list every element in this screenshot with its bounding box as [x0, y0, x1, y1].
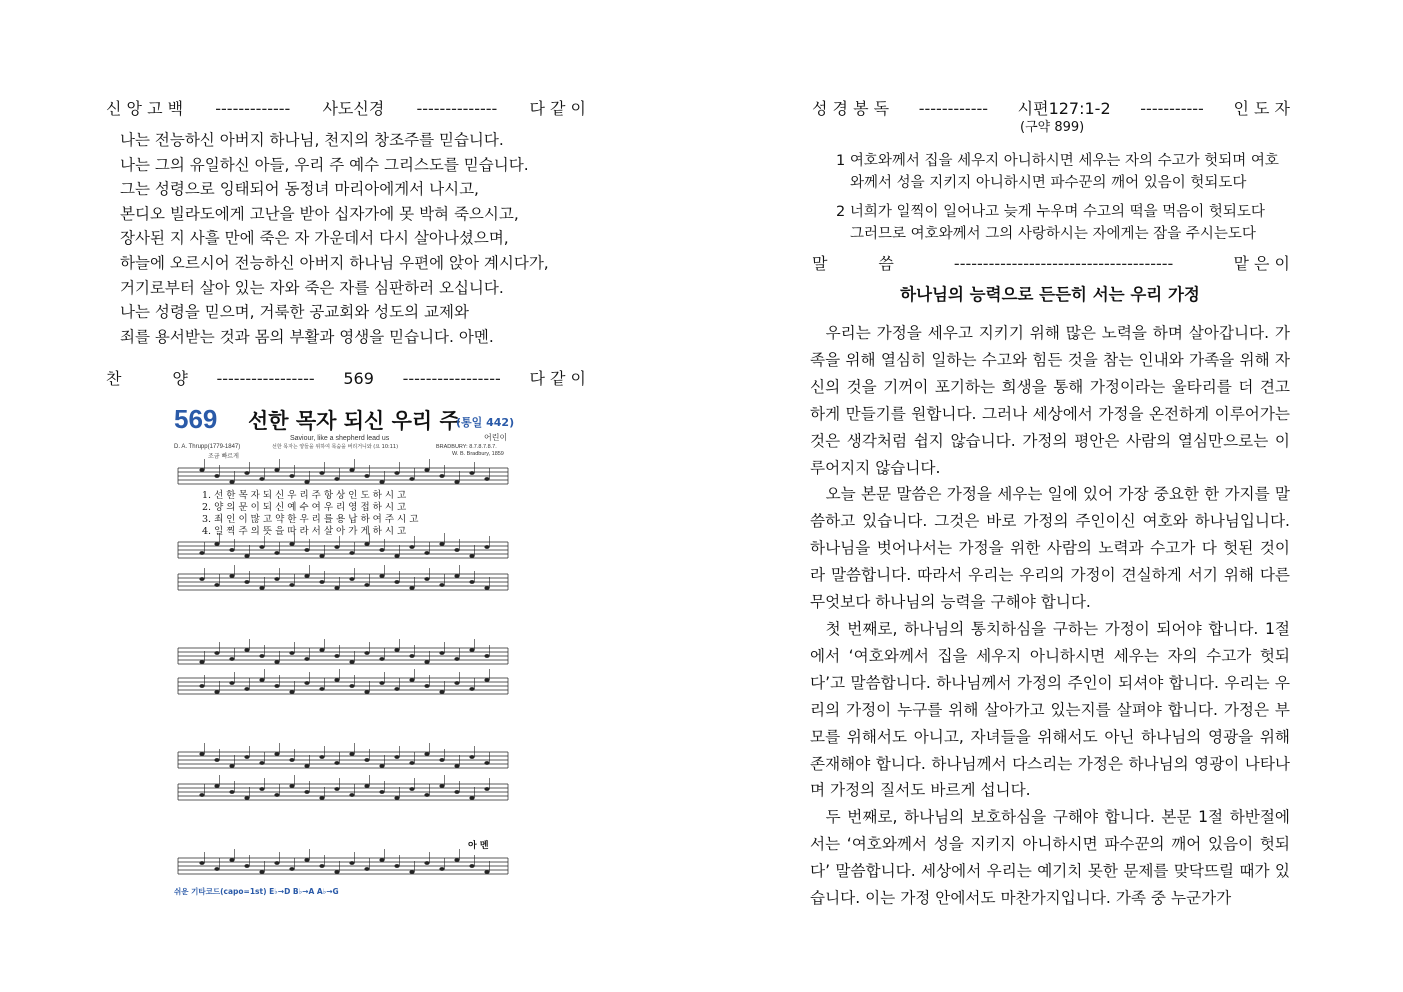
- note-head: [199, 468, 204, 472]
- creed-line: 나는 전능하신 아버지 하나님, 천지의 창조주를 믿습니다.: [120, 131, 504, 149]
- hymn-sheet-music: [172, 402, 514, 902]
- note-head: [349, 861, 354, 865]
- note-head: [424, 684, 429, 688]
- verse-text-continued: 와께서 성을 지키지 아니하시면 파수꾼의 깨어 있음이 헛되도다: [850, 175, 1247, 191]
- creed-leader: 다 같 이: [529, 99, 586, 118]
- note-head: [379, 480, 384, 484]
- note-head: [379, 790, 384, 794]
- note-head: [349, 551, 354, 555]
- note-head: [214, 867, 219, 871]
- hymn-lyric-line: 2. 양 의 문 이 되 신 예 수 여 우 리 영 접 하 시 고: [202, 502, 407, 513]
- note-head: [379, 858, 384, 862]
- hymn-sheet-title: 선한 목자 되신 우리 주: [248, 409, 460, 433]
- note-head: [454, 574, 459, 578]
- hymn-author: D. A. Thrupp(1779-1847): [174, 444, 241, 450]
- note-head: [469, 755, 474, 759]
- note-head: [304, 548, 309, 552]
- note-head: [424, 468, 429, 472]
- note-head: [229, 681, 234, 685]
- creed-header: [106, 96, 586, 119]
- sermon-paragraph: 첫 번째로, 하나님의 통치하심을 구하는 가정이 되어야 합니다. 1절에서 ‘여호와께서 집을 세우지 아니하시면 세우는 자의 수고가 헛되다’고 말씀합니다. 하나님께서 가정의 주인이 되셔야 합니다. 우리는 우리의 가정이 누구를 위해 살아가고 있는지를 살펴야 합니다. 가정은 부모를 위해서도 아니고, 자녀들을 위해서도 아닌 하나님의 영광을 위해 존재해야 합니다. 하나님께서 다스리는 가정은 하나님의 영광이 나타나며 가정의 질서도 바르게 섭니다.: [810, 619, 1290, 800]
- note-head: [304, 790, 309, 794]
- note-head: [379, 681, 384, 685]
- note-head: [214, 758, 219, 762]
- note-head: [259, 787, 264, 791]
- sermon-paragraph: 오늘 본문 말씀은 가정을 세우는 일에 있어 가장 중요한 한 가지를 말씀하고 있습니다. 그것은 바로 가정의 주인이신 여호와 하나님입니다. 하나님을 벗어나서는 가정을 위한 사람의 노력과 수고가 다 헛된 것이라 말씀합니다. 따라서 우리는 우리의 가정이 견실하게 서기 위해 다른 무엇보다 하나님의 능력을 구해야 합니다.: [810, 485, 1290, 612]
- note-head: [274, 684, 279, 688]
- sermon-body: [810, 320, 1290, 912]
- creed-title: 사도신경: [322, 99, 385, 118]
- note-head: [334, 870, 339, 874]
- hymn-dash-left: -----------------: [216, 369, 315, 388]
- verse-text-continued: 그러므로 여호와께서 그의 사랑하시는 자에게는 잠을 주시는도다: [850, 226, 1256, 242]
- note-head: [379, 548, 384, 552]
- note-head: [304, 480, 309, 484]
- note-head: [469, 864, 474, 868]
- hymn-sheet-number: 569: [174, 404, 218, 434]
- note-head: [394, 864, 399, 868]
- note-head: [244, 554, 249, 558]
- note-head: [304, 574, 309, 578]
- note-head: [394, 580, 399, 584]
- note-head: [424, 551, 429, 555]
- sermon-dash: --------------------------------------: [953, 254, 1174, 273]
- note-head: [214, 784, 219, 788]
- note-head: [364, 583, 369, 587]
- note-head: [394, 554, 399, 558]
- note-head: [379, 574, 384, 578]
- note-head: [484, 787, 489, 791]
- note-head: [244, 864, 249, 868]
- note-head: [409, 477, 414, 481]
- hymn-label: 찬 양: [106, 369, 188, 388]
- note-head: [199, 660, 204, 664]
- hymn-english-title: Saviour, like a shepherd lead us: [290, 435, 390, 442]
- note-head: [439, 651, 444, 655]
- note-head: [274, 752, 279, 756]
- note-head: [244, 796, 249, 800]
- note-head: [454, 681, 459, 685]
- note-head: [484, 545, 489, 549]
- note-head: [454, 858, 459, 862]
- note-head: [424, 660, 429, 664]
- note-head: [349, 468, 354, 472]
- reading-dash-right: -----------: [1140, 99, 1204, 118]
- note-head: [244, 648, 249, 652]
- note-head: [469, 687, 474, 691]
- note-head: [319, 554, 324, 558]
- creed-line: 나는 성령을 믿으며, 거룩한 공교회와 성도의 교제와: [120, 303, 469, 322]
- hymn-number-title: 569: [343, 369, 374, 388]
- hymn-tongil: (통일 442): [456, 416, 514, 429]
- note-head: [289, 867, 294, 871]
- note-head: [259, 678, 264, 682]
- note-head: [454, 790, 459, 794]
- note-head: [274, 551, 279, 555]
- note-head: [349, 752, 354, 756]
- reading-reference: 시편127:1-2: [1017, 99, 1111, 118]
- note-head: [439, 583, 444, 587]
- hymn-guitar-chords: 쉬운 기타코드(capo=1st) E♭→D B♭→A A♭→G: [174, 887, 339, 896]
- note-head: [424, 861, 429, 865]
- note-head: [349, 577, 354, 581]
- note-head: [229, 574, 234, 578]
- note-head: [259, 545, 264, 549]
- creed-line: 나는 그의 유일하신 아들, 우리 주 예수 그리스도를 믿습니다.: [120, 155, 529, 174]
- note-head: [289, 690, 294, 694]
- note-head: [394, 796, 399, 800]
- note-head: [364, 474, 369, 478]
- verse-text: 여호와께서 집을 세우지 아니하시면 세우는 자의 수고가 헛되며 여호: [849, 153, 1279, 169]
- note-head: [334, 787, 339, 791]
- note-head: [274, 861, 279, 865]
- note-head: [229, 548, 234, 552]
- note-head: [364, 784, 369, 788]
- note-head: [289, 758, 294, 762]
- note-head: [484, 477, 489, 481]
- hymn-lyric-line: 1. 선 한 목 자 되 신 우 리 주 항 상 인 도 하 시 고: [202, 490, 407, 501]
- note-head: [289, 651, 294, 655]
- verse-1: [836, 150, 1279, 194]
- creed-dash-left: -------------: [215, 99, 291, 118]
- note-head: [439, 867, 444, 871]
- note-head: [394, 471, 399, 475]
- note-head: [274, 793, 279, 797]
- note-head: [319, 580, 324, 584]
- note-head: [409, 870, 414, 874]
- creed-line: 죄를 용서받는 것과 몸의 부활과 영생을 믿습니다. 아멘.: [120, 327, 494, 346]
- note-head: [334, 654, 339, 658]
- note-head: [409, 654, 414, 658]
- note-head: [379, 764, 384, 768]
- note-head: [484, 761, 489, 765]
- note-head: [394, 687, 399, 691]
- note-head: [214, 583, 219, 587]
- note-head: [424, 752, 429, 756]
- note-head: [484, 870, 489, 874]
- sheet-music-image: [172, 402, 514, 902]
- note-head: [289, 583, 294, 587]
- note-head: [409, 761, 414, 765]
- creed-line: 본디오 빌라도에게 고난을 받아 십자가에 못 박혀 죽으시고,: [120, 204, 519, 223]
- note-head: [214, 474, 219, 478]
- note-head: [229, 657, 234, 661]
- note-head: [424, 577, 429, 581]
- note-head: [244, 755, 249, 759]
- note-head: [469, 554, 474, 558]
- note-head: [289, 474, 294, 478]
- note-head: [409, 545, 414, 549]
- note-head: [229, 764, 234, 768]
- note-head: [274, 660, 279, 664]
- note-head: [439, 784, 444, 788]
- scripture-verses: [836, 150, 1279, 252]
- reading-label: 성 경 봉 독: [812, 99, 890, 118]
- note-head: [409, 586, 414, 590]
- hymn-lyrics: [202, 489, 418, 537]
- note-head: [304, 764, 309, 768]
- sermon-leader: 맡 은 이: [1233, 254, 1290, 273]
- note-head: [319, 796, 324, 800]
- note-head: [394, 648, 399, 652]
- note-head: [289, 542, 294, 546]
- note-head: [199, 551, 204, 555]
- note-head: [199, 577, 204, 581]
- creed-text: [120, 128, 549, 349]
- note-head: [334, 586, 339, 590]
- note-head: [484, 586, 489, 590]
- hymn-tempo: 조금 빠르게: [208, 453, 239, 460]
- note-head: [394, 755, 399, 759]
- note-head: [259, 761, 264, 765]
- note-head: [274, 577, 279, 581]
- note-head: [349, 684, 354, 688]
- note-head: [289, 784, 294, 788]
- note-head: [364, 651, 369, 655]
- hymn-scripture: 선한 목자는 양들을 위하여 목숨을 버리거니와 (요 10:11): [272, 444, 399, 450]
- note-head: [439, 474, 444, 478]
- sermon-header: [812, 251, 1290, 274]
- note-head: [319, 471, 324, 475]
- note-head: [484, 678, 489, 682]
- note-head: [364, 542, 369, 546]
- verse-2: [836, 201, 1279, 245]
- note-head: [199, 793, 204, 797]
- creed-label: 신 앙 고 백: [106, 99, 184, 118]
- note-head: [319, 864, 324, 868]
- note-head: [454, 657, 459, 661]
- note-head: [214, 651, 219, 655]
- note-head: [304, 858, 309, 862]
- note-head: [469, 796, 474, 800]
- note-head: [334, 477, 339, 481]
- note-head: [334, 545, 339, 549]
- note-head: [484, 654, 489, 658]
- hymn-leader: 다 같 이: [529, 369, 586, 388]
- note-head: [199, 752, 204, 756]
- note-head: [409, 787, 414, 791]
- note-head: [319, 687, 324, 691]
- verse-number: 1: [836, 153, 846, 169]
- reading-page-ref: (구약 899): [1020, 120, 1085, 135]
- hymn-category: 어린이: [484, 433, 508, 442]
- creed-dash-right: --------------: [416, 99, 498, 118]
- creed-line: 그는 성령으로 잉태되어 동정녀 마리아에게서 나시고,: [120, 180, 479, 199]
- sermon-paragraph: 우리는 가정을 세우고 지키기 위해 많은 노력을 하며 살아갑니다. 가족을 위해 열심히 일하는 수고와 힘든 것을 참는 인내와 가족을 위해 자신의 것을 기꺼이 포기하는 희생을 통해 가정이라는 울타리를 더 견고하게 만들기를 원합니다. 그러나 세상에서 가정을 온전하게 이루어가는 것은 생각처럼 쉽지 않습니다. 가정의 평안은 사람의 열심만으로는 이루어지지 않습니다.: [810, 324, 1290, 477]
- creed-line: 장사된 지 사흘 만에 죽은 자 가운데서 다시 살아나셨으며,: [120, 229, 509, 248]
- note-head: [334, 761, 339, 765]
- note-head: [439, 690, 444, 694]
- note-head: [259, 477, 264, 481]
- note-head: [469, 648, 474, 652]
- note-head: [259, 586, 264, 590]
- note-head: [229, 480, 234, 484]
- hymn-amen: 아 멘: [468, 841, 489, 851]
- note-head: [319, 755, 324, 759]
- note-head: [454, 764, 459, 768]
- note-head: [274, 468, 279, 472]
- note-head: [244, 580, 249, 584]
- reading-leader: 인 도 자: [1233, 99, 1290, 118]
- note-head: [259, 654, 264, 658]
- hymn-lyric-line: 3. 죄 인 이 많 고 약 한 우 리 를 용 납 하 여 주 시 고: [202, 514, 419, 525]
- note-head: [469, 580, 474, 584]
- sermon-label: 말 씀: [812, 254, 894, 273]
- note-head: [439, 758, 444, 762]
- hymn-header: [106, 366, 586, 389]
- note-head: [334, 678, 339, 682]
- note-head: [364, 867, 369, 871]
- note-head: [304, 657, 309, 661]
- note-head: [364, 690, 369, 694]
- note-head: [454, 480, 459, 484]
- creed-line: 하늘에 오르시어 전능하신 아버지 하나님 우편에 앉아 계시다가,: [120, 253, 549, 272]
- note-head: [199, 684, 204, 688]
- hymn-lyric-line: 4. 일 찍 주 의 뜻 을 따 라 서 살 아 가 게 하 시 고: [202, 526, 407, 537]
- note-head: [379, 657, 384, 661]
- note-head: [229, 858, 234, 862]
- note-head: [259, 870, 264, 874]
- note-head: [244, 687, 249, 691]
- note-head: [349, 793, 354, 797]
- note-head: [319, 648, 324, 652]
- note-head: [199, 861, 204, 865]
- note-head: [304, 681, 309, 685]
- hymn-dash-right: -----------------: [402, 369, 501, 388]
- note-head: [244, 471, 249, 475]
- note-head: [364, 758, 369, 762]
- note-head: [229, 790, 234, 794]
- reading-dash-left: ------------: [918, 99, 989, 118]
- note-head: [214, 542, 219, 546]
- note-head: [439, 542, 444, 546]
- verse-number: 2: [836, 204, 846, 220]
- note-head: [409, 678, 414, 682]
- sermon-title: 하나님의 능력으로 든든히 서는 우리 가정: [900, 285, 1200, 304]
- sermon-paragraph: 두 번째로, 하나님의 보호하심을 구해야 합니다. 본문 1절 하반절에서는 ‘여호와께서 성을 지키지 아니하시면 파수꾼의 깨어 있음이 헛되다’ 말씀합니다. 세상에서 우리는 예기치 못한 문제를 맞닥뜨릴 때가 있습니다. 이는 가정 안에서도 마찬가지입니다. 가족 중 누군가가: [810, 808, 1290, 908]
- note-head: [454, 548, 459, 552]
- verse-text: 너희가 일찍이 일어나고 늦게 누우며 수고의 떡을 먹음이 헛되도다: [849, 204, 1265, 220]
- hymn-composer: W. B. Bradbury, 1859: [452, 451, 504, 457]
- note-head: [469, 471, 474, 475]
- note-head: [424, 793, 429, 797]
- hymn-tune: BRADBURY: 8.7.8.7.8.7.: [436, 444, 497, 450]
- note-head: [214, 690, 219, 694]
- note-head: [349, 660, 354, 664]
- creed-line: 거기로부터 살아 있는 자와 죽은 자를 심판하러 오십니다.: [120, 278, 504, 297]
